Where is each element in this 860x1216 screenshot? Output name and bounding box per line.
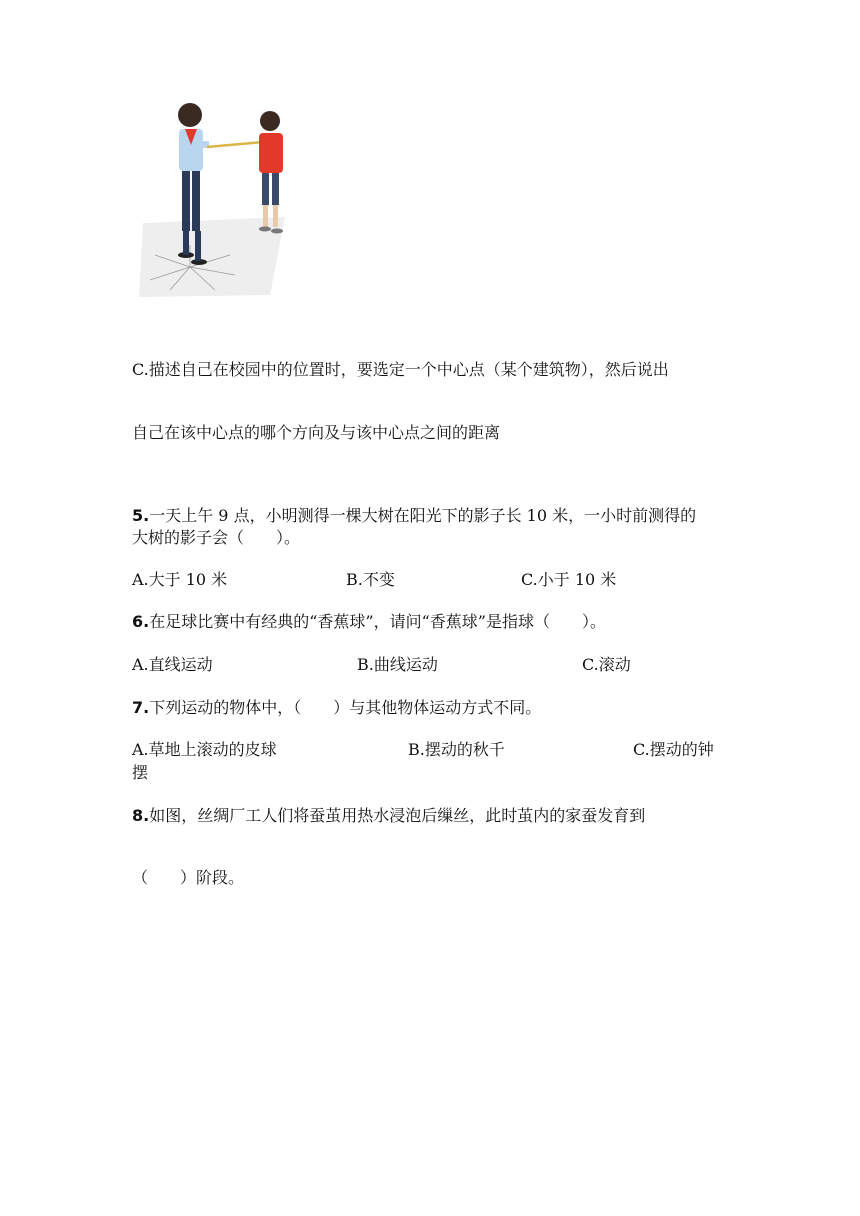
question-5-line2: 大树的影子会（ ）。 xyxy=(132,528,301,547)
question-6-number: 6. xyxy=(132,612,150,631)
question-6-text: 在足球比赛中有经典的“香蕉球”，请问“香蕉球”是指球（ ）。 xyxy=(149,612,606,631)
q5-option-b[interactable]: B.不变 xyxy=(346,570,395,589)
question-5-text: 一天上午 9 点，小明测得一棵大树在阳光下的影子长 10 米，一小时前测得的 xyxy=(149,506,697,525)
question-7 xyxy=(132,696,541,720)
question-5 xyxy=(132,504,696,528)
question-5-number: 5. xyxy=(132,506,150,525)
question-8 xyxy=(132,804,645,828)
question-8-text: 如图，丝绸厂工人们将蚕茧用热水浸泡后缫丝，此时茧内的家蚕发育到 xyxy=(149,806,646,825)
question-8-line2: （ ）阶段。 xyxy=(132,868,245,887)
question-6 xyxy=(132,610,606,634)
q7-option-c-wrap: 摆 xyxy=(132,763,149,782)
q6-option-a[interactable]: A.直线运动 xyxy=(132,655,213,674)
q5-option-c[interactable]: C.小于 10 米 xyxy=(521,570,617,589)
q7-option-c[interactable]: C.摆动的钟 xyxy=(633,740,714,759)
q4-option-c-line1: C.描述自己在校园中的位置时，要选定一个中心点（某个建筑物），然后说出 xyxy=(132,360,669,379)
q4-option-c-line2: 自己在该中心点的哪个方向及与该中心点之间的距离 xyxy=(132,423,501,442)
children-measuring-photo xyxy=(135,95,295,300)
q5-option-a[interactable]: A.大于 10 米 xyxy=(132,570,228,589)
q7-option-b[interactable]: B.摆动的秋千 xyxy=(408,740,505,759)
q7-option-a[interactable]: A.草地上滚动的皮球 xyxy=(132,740,277,759)
question-7-number: 7. xyxy=(132,698,150,717)
q6-option-b[interactable]: B.曲线运动 xyxy=(357,655,438,674)
q6-option-c[interactable]: C.滚动 xyxy=(582,655,631,674)
question-8-number: 8. xyxy=(132,806,150,825)
question-7-text: 下列运动的物体中，（ ）与其他物体运动方式不同。 xyxy=(149,698,542,717)
